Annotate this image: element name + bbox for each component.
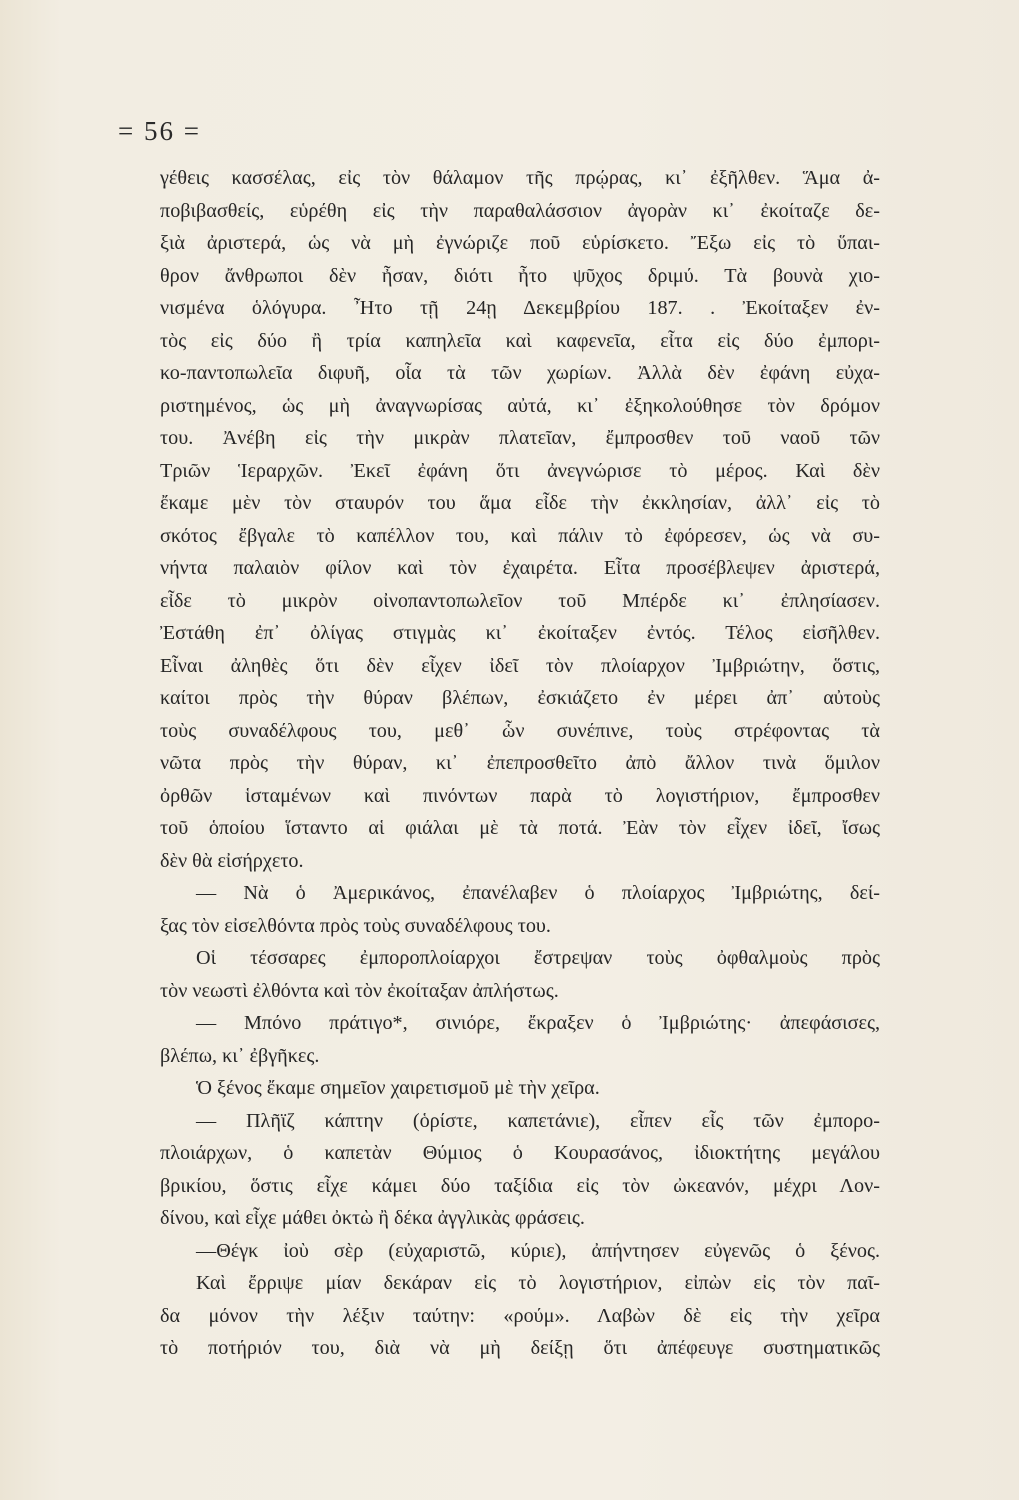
- text-line: βρικίου, ὅστις εἶχε κάμει δύο ταξίδια εἰς τὸν ὠκεανόν, μέχρι Λον-: [160, 1174, 880, 1197]
- text-line: τὸς εἰς δύο ἢ τρία καπηλεῖα καὶ καφενεῖα, εἶτα εἰς δύο ἐμπορι-: [160, 329, 880, 352]
- text-line: ριστημένος, ὡς μὴ ἀναγνωρίσας αὐτά, κι᾽ ἐξηκολούθησε τὸν δρόμον: [160, 394, 880, 417]
- text-line: γέθεις κασσέλας, εἰς τὸν θάλαμον τῆς πρῴρας, κι᾽ ἐξῆλθεν. Ἅμα ἀ-: [160, 167, 880, 189]
- text-line: θρον ἄνθρωποι δὲν ἦσαν, διότι ἦτο ψῦχος δριμύ. Τὰ βουνὰ χιο-: [160, 264, 880, 287]
- page-number: = 56 =: [118, 116, 201, 146]
- text-line: σκότος ἔβγαλε τὸ καπέλλον του, καὶ πάλιν τὸ ἐφόρεσεν, ὡς νὰ συ-: [160, 524, 880, 547]
- text-line: — Μπόνο πράτιγο*, σινιόρε, ἔκραξεν ὁ Ἰμβριώτης· ἀπεφάσισες,: [196, 1012, 880, 1034]
- text-line: νήντα παλαιὸν φίλον καὶ τὸν ἐχαιρέτα. Εἶτα προσέβλεψεν ἀριστερά,: [160, 557, 880, 579]
- text-line: Καὶ ἔρριψε μίαν δεκάραν εἰς τὸ λογιστήριον, εἰπὼν εἰς τὸν παῖ-: [196, 1272, 880, 1294]
- text-line: καίτοι πρὸς τὴν θύραν βλέπων, ἐσκιάζετο ἐν μέρει ἀπ᾽ αὐτοὺς: [160, 687, 880, 709]
- text-line: του. Ἀνέβη εἰς τὴν μικρὰν πλατεῖαν, ἔμπροσθεν τοῦ ναοῦ τῶν: [160, 427, 880, 449]
- text-line: ἔκαμε μὲν τὸν σταυρόν του ἅμα εἶδε τὴν ἐκκλησίαν, ἀλλ᾽ εἰς τὸ: [160, 492, 880, 514]
- text-line: δίνου, καὶ εἶχε μάθει ὀκτὼ ἢ δέκα ἀγγλικὰς φράσεις.: [160, 1207, 585, 1229]
- text-line: τοὺς συναδέλφους του, μεθ᾽ ὧν συνέπινε, τοὺς στρέφοντας τὰ: [160, 719, 880, 742]
- text-line: τὸν νεωστὶ ἐλθόντα καὶ τὸν ἐκοίταξαν ἀπλήστως.: [160, 979, 559, 1002]
- text-line: εἶδε τὸ μικρὸν οἰνοπαντοπωλεῖον τοῦ Μπέρδε κι᾽ ἐπλησίασεν.: [160, 589, 880, 612]
- text-line: νῶτα πρὸς τὴν θύραν, κι᾽ ἐπεπροσθεῖτο ἀπὸ ἄλλον τινὰ ὅμιλον: [160, 752, 880, 774]
- text-line: Οἱ τέσσαρες ἐμποροπλοίαρχοι ἔστρεψαν τοὺς ὀφθαλμοὺς πρὸς: [196, 947, 880, 969]
- text-line: βλέπω, κι᾽ ἐβγῆκες.: [160, 1044, 320, 1067]
- text-line: Ὁ ξένος ἔκαμε σημεῖον χαιρετισμοῦ μὲ τὴν χεῖρα.: [196, 1077, 600, 1099]
- text-line: τοῦ ὁποίου ἵσταντο αἱ φιάλαι μὲ τὰ ποτά. Ἐὰν τὸν εἶχεν ἰδεῖ, ἴσως: [160, 817, 880, 839]
- text-line: Τριῶν Ἱεραρχῶν. Ἐκεῖ ἐφάνη ὅτι ἀνεγνώρισε τὸ μέρος. Καὶ δὲν: [160, 459, 880, 482]
- text-line: νισμένα ὁλόγυρα. Ἦτο τῇ 24ῃ Δεκεμβρίου 187. . Ἐκοίταξεν ἐν-: [160, 297, 880, 319]
- text-line: — Νὰ ὁ Ἀμερικάνος, ἐπανέλαβεν ὁ πλοίαρχος Ἰμβριώτης, δεί-: [196, 882, 880, 904]
- text-line: κο-παντοπωλεῖα διφυῆ, οἷα τὰ τῶν χωρίων. Ἀλλὰ δὲν ἐφάνη εὐχα-: [160, 362, 880, 384]
- text-line: ξας τὸν εἰσελθόντα πρὸς τοὺς συναδέλφους του.: [160, 914, 551, 937]
- text-line: ξιὰ ἀριστερά, ὡς νὰ μὴ ἐγνώριζε ποῦ εὑρίσκετο. Ἔξω εἰς τὸ ὕπαι-: [160, 232, 880, 254]
- body-text: [160, 162, 880, 1365]
- text-line: —Θέγκ ἰοὺ σὲρ (εὐχαριστῶ, κύριε), ἀπήντησεν εὐγενῶς ὁ ξένος.: [196, 1239, 880, 1262]
- text-line: ὀρθῶν ἱσταμένων καὶ πινόντων παρὰ τὸ λογιστήριον, ἔμπροσθεν: [160, 784, 880, 807]
- text-line: — Πλῆϊζ κάπτην (ὁρίστε, καπετάνιε), εἶπεν εἷς τῶν ἐμπορο-: [196, 1109, 880, 1132]
- text-line: ποβιβασθείς, εὑρέθη εἰς τὴν παραθαλάσσιον ἀγορὰν κι᾽ ἐκοίταζε δε-: [160, 199, 880, 222]
- text-line: δὲν θὰ εἰσήρχετο.: [160, 849, 304, 872]
- text-line: Ἐστάθη ἐπ᾽ ὀλίγας στιγμὰς κι᾽ ἐκοίταξεν ἐντός. Τέλος εἰσῆλθεν.: [160, 622, 880, 644]
- text-line: τὸ ποτήριόν του, διὰ νὰ μὴ δείξῃ ὅτι ἀπέφευγε συστηματικῶς: [160, 1337, 880, 1359]
- text-line: δα μόνον τὴν λέξιν ταύτην: «ρούμ». Λαβὼν δὲ εἰς τὴν χεῖρα: [160, 1304, 880, 1327]
- text-line: πλοιάρχων, ὁ καπετὰν Θύμιος ὁ Κουρασάνος, ἰδιοκτήτης μεγάλου: [160, 1142, 880, 1164]
- text-line: Εἶναι ἀληθὲς ὅτι δὲν εἶχεν ἰδεῖ τὸν πλοίαρχον Ἰμβριώτην, ὅστις,: [160, 654, 880, 677]
